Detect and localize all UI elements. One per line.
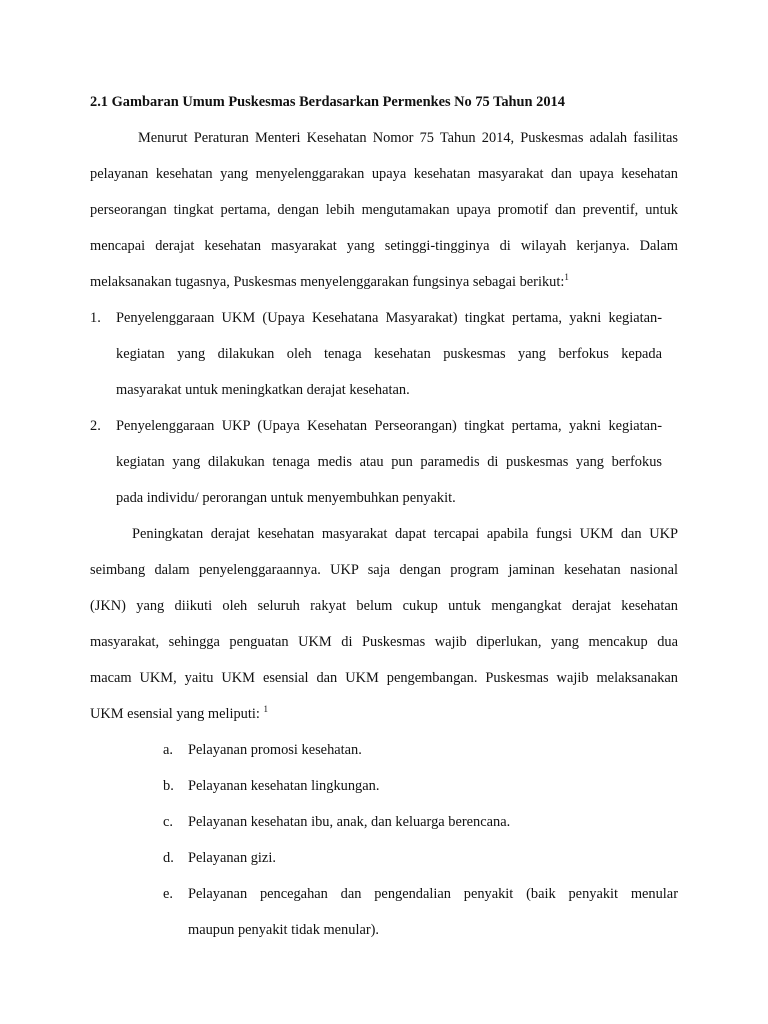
ukm-item-d: Pelayanan gizi. — [188, 850, 276, 866]
para2-line-4: masyarakat, sehingga penguatan UKM di Puskesmas wajib diperlukan, yang mencakup dua — [90, 634, 678, 650]
ukm-item-b: Pelayanan kesehatan lingkungan. — [188, 778, 380, 794]
para2-line-6-text: UKM esensial yang meliputi: — [90, 706, 264, 722]
para2-line-5: macam UKM, yaitu UKM esensial dan UKM pengembangan. Puskesmas wajib melaksanakan — [90, 670, 678, 686]
function-1-line-1: Penyelenggaraan UKM (Upaya Kesehatana Masyarakat) tingkat pertama, yakni kegiatan- — [116, 310, 662, 326]
ukm-item-c: Pelayanan kesehatan ibu, anak, dan keluarga berencana. — [188, 814, 511, 830]
function-2-line-1: Penyelenggaraan UKP (Upaya Kesehatan Perseorangan) tingkat pertama, yakni kegiatan- — [116, 418, 662, 434]
function-2-line-2: kegiatan yang dilakukan tenaga medis atau pun paramedis di puskesmas yang berfokus — [116, 454, 662, 470]
para1-line-4: mencapai derajat kesehatan masyarakat yang setinggi-tingginya di wilayah kerjanya. Dalam — [90, 238, 678, 254]
function-1-line-2: kegiatan yang dilakukan oleh tenaga kesehatan puskesmas yang berfokus kepada — [116, 346, 662, 362]
ukm-item-a: Pelayanan promosi kesehatan. — [188, 742, 362, 758]
list-letter: a. — [163, 742, 173, 758]
para1-line-3: perseorangan tingkat pertama, dengan lebih mengutamakan upaya promotif dan preventif, untuk — [90, 202, 678, 218]
footnote-ref: 1 — [564, 272, 569, 283]
list-letter: e. — [163, 886, 173, 902]
para2-line-1: Peningkatan derajat kesehatan masyarakat dapat tercapai apabila fungsi UKM dan UKP — [132, 526, 678, 542]
para2-line-2: seimbang dalam penyelenggaraannya. UKP saja dengan program jaminan kesehatan nasional — [90, 562, 678, 578]
list-letter: c. — [163, 814, 173, 830]
ukm-item-e-line-1: Pelayanan pencegahan dan pengendalian penyakit (baik penyakit menular — [188, 886, 678, 902]
ukm-item-e-line-2: maupun penyakit tidak menular). — [188, 922, 380, 938]
list-letter: d. — [163, 850, 174, 866]
para2-line-3: (JKN) yang diikuti oleh seluruh rakyat belum cukup untuk mengangkat derajat kesehatan — [90, 598, 678, 614]
list-number: 2. — [90, 418, 101, 434]
footnote-ref: 1 — [263, 704, 268, 715]
list-letter: b. — [163, 778, 174, 794]
para1-line-1: Menurut Peraturan Menteri Kesehatan Nomor 75 Tahun 2014, Puskesmas adalah fasilitas — [138, 130, 678, 146]
section-heading: 2.1 Gambaran Umum Puskesmas Berdasarkan Permenkes No 75 Tahun 2014 — [90, 94, 565, 110]
list-number: 1. — [90, 310, 101, 326]
para1-line-5 — [90, 273, 569, 291]
para1-line-2: pelayanan kesehatan yang menyelenggarakan upaya kesehatan masyarakat dan upaya kesehatan — [90, 166, 678, 182]
function-2-line-3: pada individu/ perorangan untuk menyembuhkan penyakit. — [116, 490, 456, 506]
para2-line-6 — [90, 705, 268, 723]
para1-line-5-text: melaksanakan tugasnya, Puskesmas menyelenggarakan fungsinya sebagai berikut: — [90, 274, 565, 290]
function-1-line-3: masyarakat untuk meningkatkan derajat kesehatan. — [116, 382, 410, 398]
